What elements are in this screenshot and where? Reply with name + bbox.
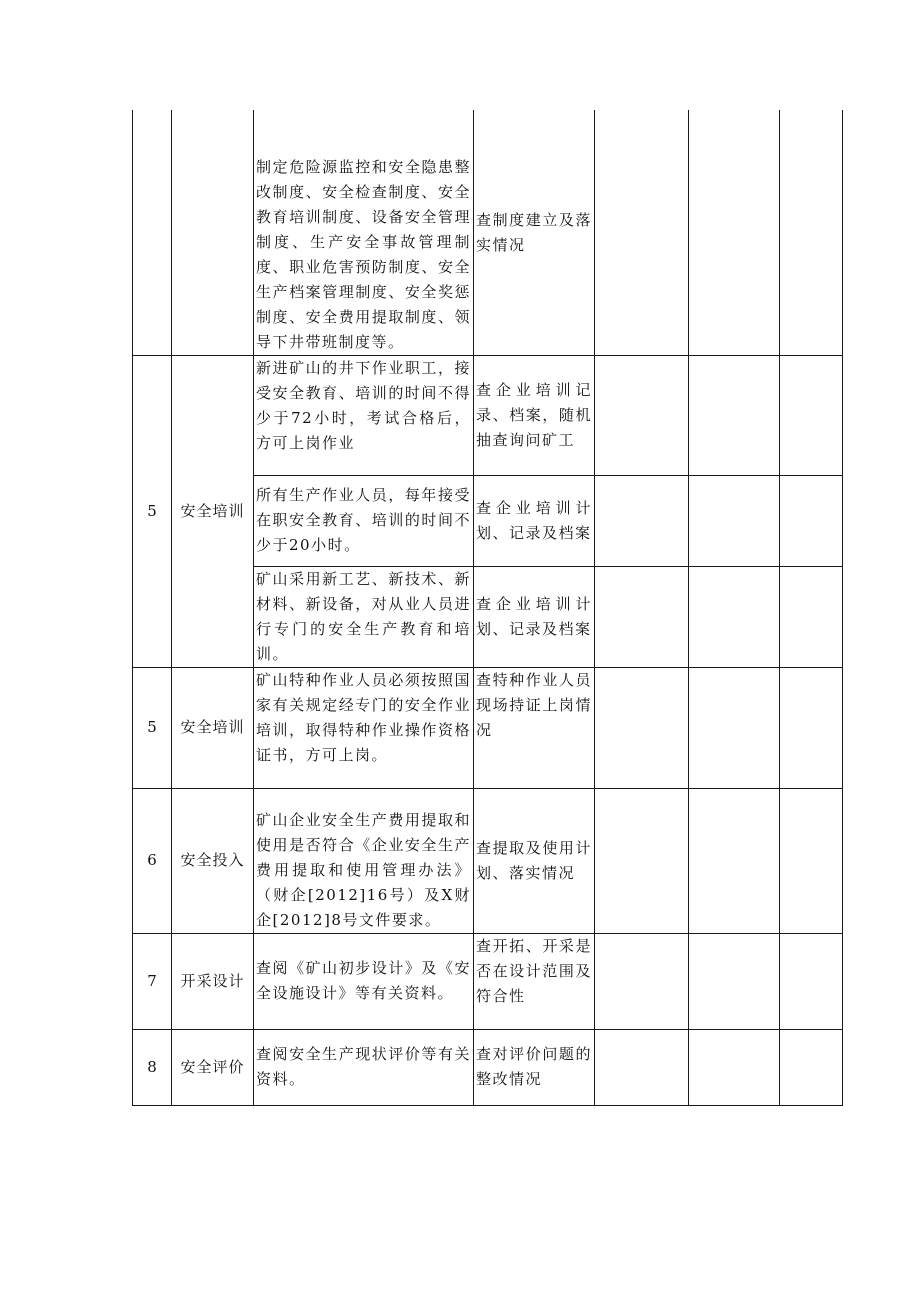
table-row xyxy=(133,110,843,355)
requirement-cell: 制定危险源监控和安全隐患整改制度、安全检查制度、安全教育培训制度、设备安全管理制度、生产安全事故管理制度、职业危害预防制度、安全生产档案管理制度、安全奖惩制度、安全费用提取制度、领导下井带班制度等。 xyxy=(254,110,474,355)
requirement-cell: 矿山采用新工艺、新技术、新材料、新设备，对从业人员进行专门的安全生产教育和培训。 xyxy=(254,566,474,667)
requirement-cell: 新进矿山的井下作业职工，接受安全教育、培训的时间不得少于72小时，考试合格后，方可上岗作业 xyxy=(254,355,474,475)
blank-cell xyxy=(689,667,780,788)
requirement-cell: 矿山企业安全生产费用提取和使用是否符合《企业安全生产费用提取和使用管理办法》（财企[2012]16号）及X财企[2012]8号文件要求。 xyxy=(254,788,474,933)
check-method-cell: 查制度建立及落实情况 xyxy=(474,110,595,355)
check-method-cell: 查企业培训记录、档案，随机抽查询问矿工 xyxy=(474,355,595,475)
blank-cell xyxy=(780,788,843,933)
blank-cell xyxy=(595,475,689,566)
blank-cell xyxy=(780,475,843,566)
blank-cell xyxy=(595,788,689,933)
item-name-cell: 安全评价 xyxy=(172,1029,254,1105)
blank-cell xyxy=(689,110,780,355)
blank-cell xyxy=(780,933,843,1029)
blank-cell xyxy=(780,566,843,667)
row-number-cell: 6 xyxy=(133,788,172,933)
blank-cell xyxy=(689,933,780,1029)
requirement-cell: 查阅《矿山初步设计》及《安全设施设计》等有关资料。 xyxy=(254,933,474,1029)
safety-inspection-table xyxy=(132,110,843,1106)
check-method-cell: 查企业培训计划、记录及档案 xyxy=(474,475,595,566)
table-row xyxy=(133,788,843,933)
blank-cell xyxy=(780,667,843,788)
table-row xyxy=(133,933,843,1029)
blank-cell xyxy=(689,355,780,475)
blank-cell xyxy=(689,788,780,933)
check-method-cell: 查对评价问题的整改情况 xyxy=(474,1029,595,1105)
check-method-cell: 查特种作业人员现场持证上岗情况 xyxy=(474,667,595,788)
blank-cell xyxy=(780,1029,843,1105)
row-number-cell: 5 xyxy=(133,667,172,788)
blank-cell xyxy=(595,355,689,475)
blank-cell xyxy=(780,110,843,355)
row-number-cell xyxy=(133,110,172,355)
blank-cell xyxy=(595,1029,689,1105)
blank-cell xyxy=(595,110,689,355)
blank-cell xyxy=(780,355,843,475)
table-row xyxy=(133,667,843,788)
blank-cell xyxy=(595,933,689,1029)
check-method-cell: 查开拓、开采是否在设计范围及符合性 xyxy=(474,933,595,1029)
blank-cell xyxy=(689,475,780,566)
table-row xyxy=(133,1029,843,1105)
item-name-cell: 安全投入 xyxy=(172,788,254,933)
requirement-cell: 所有生产作业人员，每年接受在职安全教育、培训的时间不少于20小时。 xyxy=(254,475,474,566)
blank-cell xyxy=(595,667,689,788)
requirement-cell: 矿山特种作业人员必须按照国家有关规定经专门的安全作业培训，取得特种作业操作资格证书，方可上岗。 xyxy=(254,667,474,788)
row-number-cell: 5 xyxy=(133,355,172,667)
blank-cell xyxy=(689,1029,780,1105)
row-number-cell: 8 xyxy=(133,1029,172,1105)
item-name-cell: 安全培训 xyxy=(172,667,254,788)
blank-cell xyxy=(595,566,689,667)
blank-cell xyxy=(689,566,780,667)
item-name-cell: 安全培训 xyxy=(172,355,254,667)
table-row xyxy=(133,355,843,475)
check-method-cell: 查提取及使用计划、落实情况 xyxy=(474,788,595,933)
check-method-cell: 查企业培训计划、记录及档案 xyxy=(474,566,595,667)
requirement-cell: 查阅安全生产现状评价等有关资料。 xyxy=(254,1029,474,1105)
item-name-cell: 开采设计 xyxy=(172,933,254,1029)
item-name-cell xyxy=(172,110,254,355)
row-number-cell: 7 xyxy=(133,933,172,1029)
